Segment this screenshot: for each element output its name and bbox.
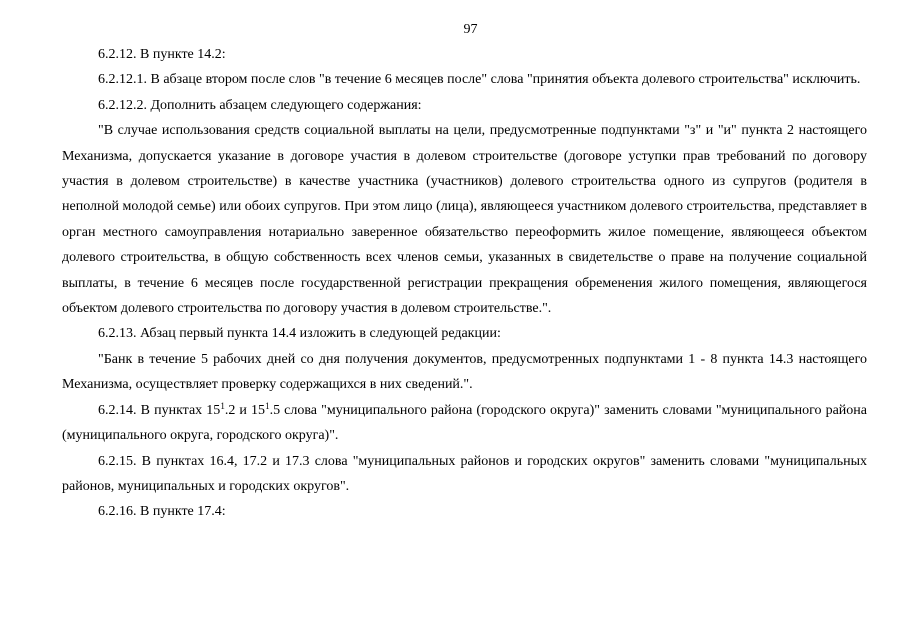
paragraph-6-2-12-1: 6.2.12.1. В абзаце втором после слов "в течение 6 месяцев после" слова "принятия объекта долевого строительства" исключить. xyxy=(98,72,861,88)
paragraph-6-2-13: 6.2.13. Абзац первый пункта 14.4 изложить в следующей редакции: xyxy=(98,326,501,342)
paragraph-quoted-insert: "В случае использования средств социальной выплаты на цели, предусмотренные подпунктами "з" и "и" пункта 2 настоящего Механизма, допускается указание в договоре участия в долевом строительстве (договоре уступки прав требований по договору участия в долевом строительстве) в качестве участника (участников) долевого строительства одного из супругов (родителя в неполной молодой семье) или обоих супругов. При этом лицо (лица), являющееся участником долевого строительства, представляет в орган местного самоуправления нотариально заверенное обязательство переоформить жилое помещение, являющееся объектом долевого строительства, в общую собственность всех членов семьи, указанных в свидетельстве о праве на получение социальной выплаты, в течение 6 месяцев после государственной регистрации прекращения обременения жилого помещения, являющегося объектом долевого строительства по договору участия в долевом строительстве.". xyxy=(62,123,867,317)
paragraph-6-2-15: 6.2.15. В пунктах 16.4, 17.2 и 17.3 слова "муниципальных районов и городских округов" заменить словами "муниципальных районов, муниципальных и городских округов". xyxy=(62,453,867,494)
superscript: 1 xyxy=(220,400,225,411)
page-number: 97 xyxy=(463,22,478,37)
text-segment: 6.2.14. В пунктах 15 xyxy=(98,402,221,418)
paragraph-6-2-14 xyxy=(62,398,867,449)
text-segment: .2 и 15 xyxy=(224,402,266,418)
superscript: 1 xyxy=(265,400,270,411)
paragraph-6-2-16: 6.2.16. В пункте 17.4: xyxy=(98,504,226,520)
text-segment: .5 слова "муниципального района (городского округа)" заменить словами "муниципального района (муниципального округа, городского округа)". xyxy=(62,402,867,444)
paragraph-6-2-12-2: 6.2.12.2. Дополнить абзацем следующего содержания: xyxy=(98,97,422,113)
paragraph-6-2-12: 6.2.12. В пункте 14.2: xyxy=(98,47,226,62)
paragraph-bank-quote: "Банк в течение 5 рабочих дней со дня получения документов, предусмотренных подпунктами 1 - 8 пункта 14.3 настоящего Механизма, осуществляет проверку содержащихся в них сведений.". xyxy=(62,351,867,393)
